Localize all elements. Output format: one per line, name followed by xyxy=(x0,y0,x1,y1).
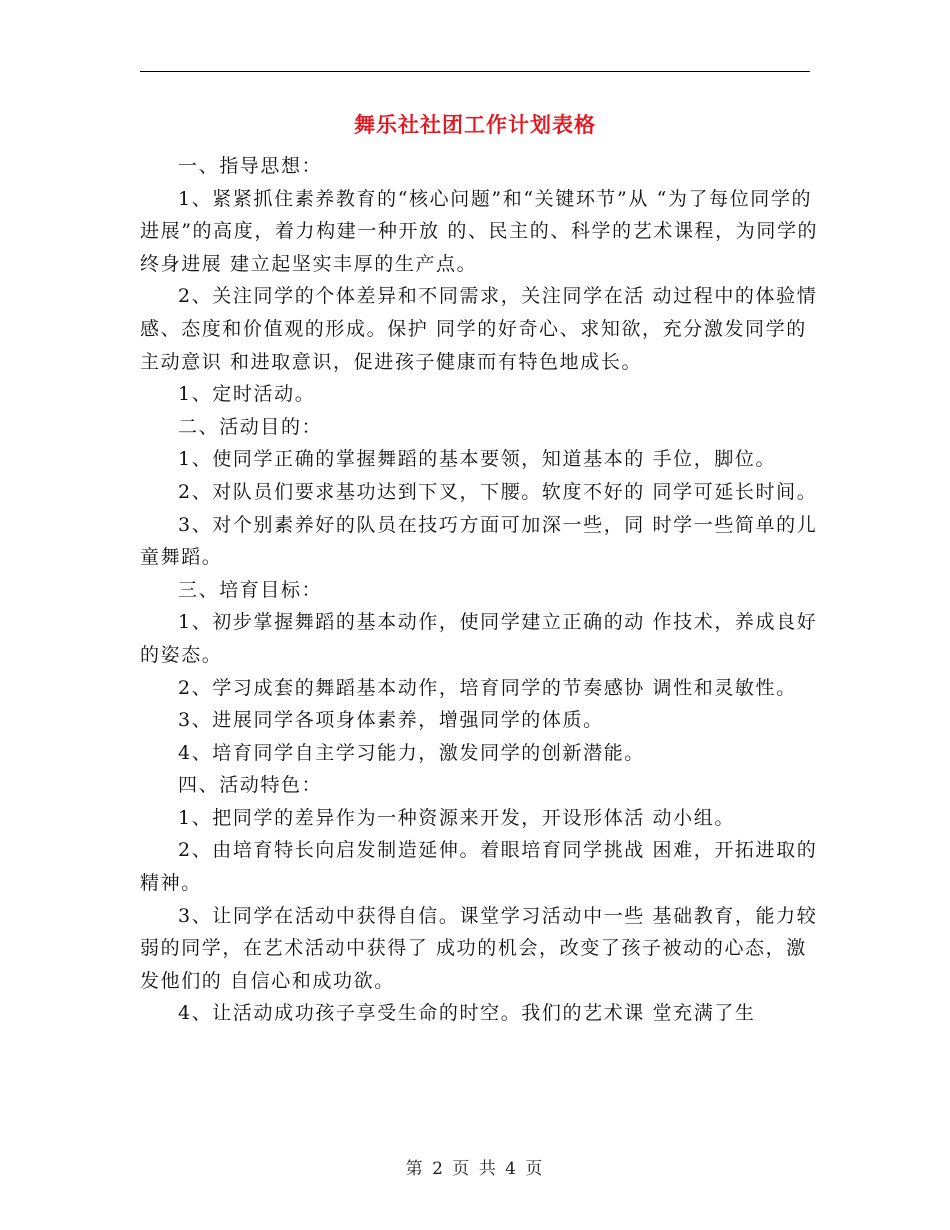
page-number-footer: 第 2 页 共 4 页 xyxy=(405,1159,545,1179)
paragraph: 4、培育同学自主学习能力，激发同学的创新潜能。 xyxy=(178,741,645,764)
paragraph: 3、对个别素养好的队员在技巧方面可加深一些，同 时学一些简单的儿童舞蹈。 xyxy=(140,513,818,569)
paragraph: 1、初步掌握舞蹈的基本动作，使同学建立正确的动 作技术，养成良好的姿态。 xyxy=(140,611,818,666)
heading-activity-features: 四、活动特色： xyxy=(178,774,323,797)
heading-activity-purpose: 二、活动目的： xyxy=(178,415,323,438)
paragraph: 2、学习成套的舞蹈基本动作，培育同学的节奏感协 调性和灵敏性。 xyxy=(178,676,797,699)
header-rule xyxy=(140,71,810,72)
paragraph: 1、紧紧抓住素养教育的“核心问题”和“关键环节”从 “为了每位同学的进展”的高度，着力构建一种开放 的、民主的、科学的艺术课程，为同学的终身进展 建立起坚实丰厚的生产点。 xyxy=(140,187,819,275)
paragraph: 3、让同学在活动中获得自信。课堂学习活动中一些 基础教育，能力较弱的同学，在艺术活动中获得了 成功的机会，改变了孩子被动的心态，激发他们的 自信心和成功欲。 xyxy=(140,904,818,992)
paragraph: 2、由培育特长向启发制造延伸。着眼培育同学挑战 困难，开拓进取的精神。 xyxy=(140,839,818,895)
document-body xyxy=(140,150,820,1030)
paragraph: 2、关注同学的个体差异和不同需求，关注同学在活 动过程中的体验情感、态度和价值观的形成。保护 同学的好奇心、求知欲，充分激发同学的主动意识 和进取意识，促进孩子健康而有特色地成长。 xyxy=(140,285,818,373)
heading-training-goals: 三、培育目标： xyxy=(178,578,323,601)
paragraph: 4、让活动成功孩子享受生命的时空。我们的艺术课 堂充满了生 xyxy=(178,1002,756,1025)
paragraph: 1、使同学正确的掌握舞蹈的基本要领，知道基本的 手位，脚位。 xyxy=(178,448,777,471)
document-title: 舞乐社社团工作计划表格 xyxy=(354,112,596,137)
paragraph: 2、对队员们要求基功达到下叉，下腰。软度不好的 同学可延长时间。 xyxy=(178,480,818,503)
paragraph: 1、定时活动。 xyxy=(178,383,316,406)
heading-guiding-ideology: 一、指导思想： xyxy=(178,155,323,177)
paragraph: 3、进展同学各项身体素养，增强同学的体质。 xyxy=(178,709,604,732)
paragraph: 1、把同学的差异作为一种资源来开发，开设形体活 动小组。 xyxy=(178,806,735,829)
